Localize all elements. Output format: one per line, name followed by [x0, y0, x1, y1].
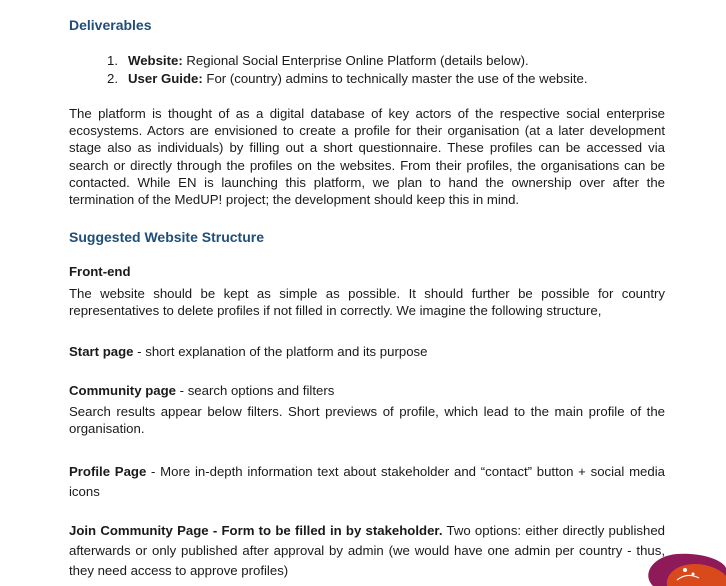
community-page-detail: Search results appear below filters. Short previews of profile, which lead to the main profile of the organisation.: [69, 404, 665, 437]
list-item: [107, 70, 588, 88]
profile-page-label: Profile Page: [69, 464, 147, 479]
medup-logo-icon: [633, 550, 726, 586]
list-item-label: User Guide:: [128, 71, 203, 86]
structure-heading: Suggested Website Structure: [69, 229, 265, 245]
profile-page-paragraph: [69, 462, 665, 502]
community-page-label: Community page: [69, 383, 176, 398]
intro-paragraph: The platform is thought of as a digital database of key actors of the respective social enterprise ecosystems. Actors are envisioned to create a profile for their organisation (at a later development stage also as individuals) by filling out a short questionnaire. These profiles can be accessed via search or directly through the profiles on the websites. From their profiles, the organisations can be contacted. While EN is launching this platform, we plan to hand the ownership over after the termination of the MedUP! project; the development should keep this in mind.: [69, 106, 665, 208]
list-item-text: Regional Social Enterprise Online Platform (details below).: [182, 53, 529, 68]
join-page-label: Join Community Page - Form to be filled in by stakeholder.: [69, 523, 443, 538]
list-number: 1.: [107, 53, 118, 68]
join-page-text: Two options: either directly published afterwards or only published after approval by admin (we would have one admin per country - thus, they need access to approve profiles): [69, 523, 665, 578]
start-page-line: [69, 344, 427, 359]
community-page-line: [69, 383, 334, 398]
frontend-paragraph: The website should be kept as simple as possible. It should further be possible for country representatives to delete profiles if not filled in correctly. We imagine the following structure,: [69, 286, 665, 319]
list-item: [107, 52, 588, 70]
join-page-paragraph: [69, 521, 665, 581]
community-page-text: - search options and filters: [175, 383, 335, 398]
start-page-text: - short explanation of the platform and its purpose: [133, 344, 428, 359]
list-item-label: Website:: [128, 53, 183, 68]
deliverables-list: [107, 52, 588, 88]
list-number: 2.: [107, 71, 118, 86]
frontend-label: Front-end: [69, 264, 131, 279]
list-item-text: For (country) admins to technically master the use of the website.: [202, 71, 588, 86]
profile-page-text: - More in-depth information text about stakeholder and “contact” button + social media icons: [69, 464, 665, 499]
deliverables-heading: Deliverables: [69, 17, 152, 33]
start-page-label: Start page: [69, 344, 134, 359]
